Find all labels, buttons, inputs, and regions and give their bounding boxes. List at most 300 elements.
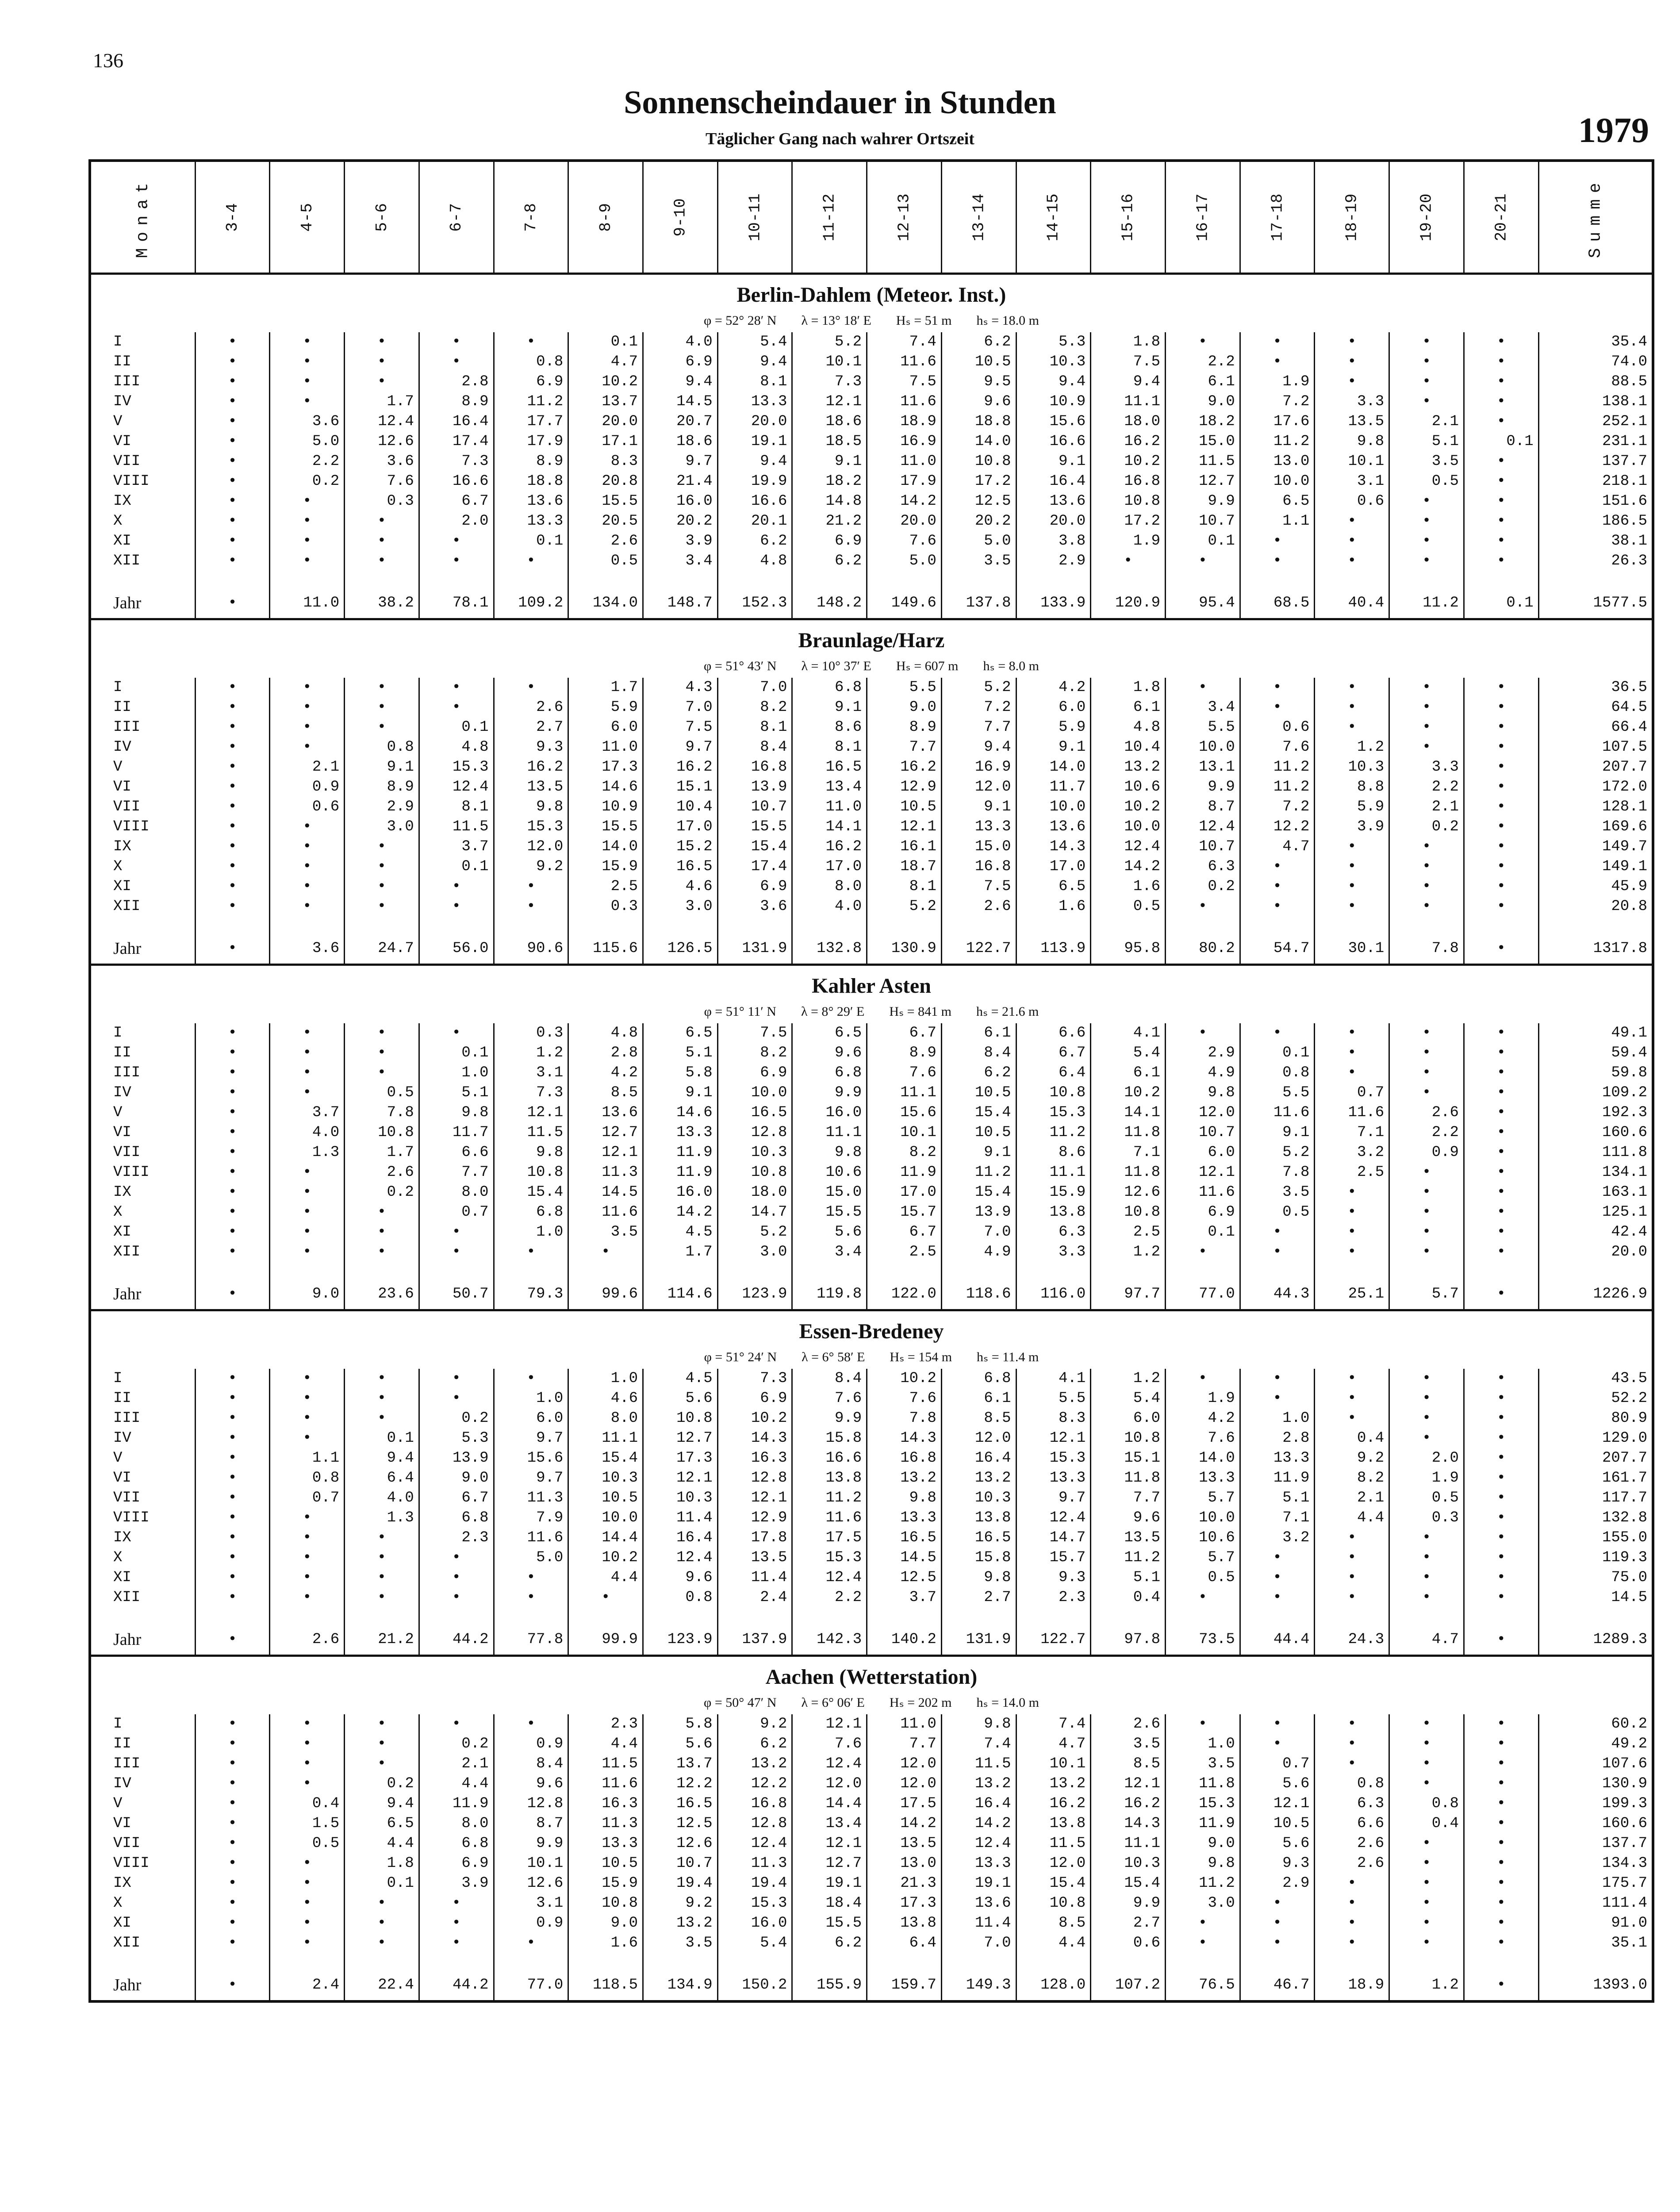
hour-value: 4.7: [1240, 837, 1315, 857]
sum-value: 117.7: [1538, 1488, 1652, 1508]
hour-value: •: [345, 897, 419, 917]
hour-value: 16.4: [419, 412, 494, 432]
hour-value: 11.5: [941, 1754, 1016, 1774]
hour-value: 6.9: [717, 1063, 792, 1083]
station-header-row: [91, 1310, 1652, 1369]
hour-value: 21.2: [792, 511, 867, 531]
hour-value: •: [1389, 1933, 1464, 1953]
hour-value: •: [1315, 1202, 1389, 1222]
hour-value: 5.0: [494, 1548, 568, 1568]
hour-value: 9.6: [792, 1043, 867, 1063]
hour-value: •: [345, 352, 419, 372]
spacer-cell: [195, 1953, 270, 1970]
station-coordinate: Hₛ = 51 m: [896, 313, 952, 328]
sum-value: 109.2: [1538, 1083, 1652, 1103]
hour-value: •: [1240, 1913, 1315, 1933]
hour-value: •: [195, 678, 270, 698]
hour-value: 12.4: [792, 1568, 867, 1588]
hour-value: •: [1464, 1893, 1538, 1913]
month-label: VIII: [113, 473, 150, 490]
table-row: [91, 1893, 1652, 1913]
hour-value: •: [195, 1814, 270, 1834]
hour-value: 15.0: [941, 837, 1016, 857]
spacer-cell: [568, 1608, 643, 1624]
hour-value: 13.5: [1091, 1528, 1166, 1548]
hour-value: 16.3: [568, 1794, 643, 1814]
month-label: V: [113, 413, 123, 430]
hour-value: 9.1: [941, 1143, 1016, 1163]
hour-value: •: [195, 392, 270, 412]
spacer-cell: [419, 1953, 494, 1970]
column-header-label: 10-11: [746, 193, 764, 242]
hour-value: 9.9: [792, 1409, 867, 1429]
station-coordinate: λ = 6° 58′ E: [802, 1350, 865, 1364]
hour-value: 0.2: [345, 1183, 419, 1202]
hour-value: 16.5: [643, 1794, 718, 1814]
hour-value: 12.1: [1091, 1774, 1166, 1794]
hour-value: 9.9: [494, 1834, 568, 1854]
spacer-cell: [568, 1262, 643, 1279]
spacer-cell: [867, 1953, 942, 1970]
hour-value: 4.0: [270, 1123, 345, 1143]
sum-value: 134.3: [1538, 1854, 1652, 1874]
hour-value: 120.9: [1091, 588, 1166, 619]
hour-value: •: [195, 1043, 270, 1063]
sum-value: 172.0: [1538, 777, 1652, 797]
hour-value: •: [270, 1774, 345, 1794]
hour-value: 10.1: [867, 1123, 942, 1143]
month-label: I: [113, 1025, 123, 1041]
hour-value: 8.0: [419, 1183, 494, 1202]
hour-value: •: [1389, 1083, 1464, 1103]
hour-value: •: [1464, 1043, 1538, 1063]
hour-value: •: [345, 551, 419, 571]
hour-value: •: [1464, 372, 1538, 392]
hour-value: 12.0: [494, 837, 568, 857]
hour-value: 14.5: [867, 1548, 942, 1568]
hour-value: 11.6: [792, 1508, 867, 1528]
hour-value: 9.1: [1016, 737, 1091, 757]
hour-value: •: [1315, 1754, 1389, 1774]
hour-value: •: [1315, 718, 1389, 737]
hour-value: 16.8: [717, 1794, 792, 1814]
hour-value: 3.5: [1091, 1734, 1166, 1754]
hour-value: 10.8: [1091, 1202, 1166, 1222]
hour-value: 12.8: [717, 1123, 792, 1143]
hour-value: 0.7: [1315, 1083, 1389, 1103]
hour-value: 9.9: [792, 1083, 867, 1103]
sum-value: 60.2: [1538, 1714, 1652, 1734]
hour-value: •: [195, 1528, 270, 1548]
hour-value: 14.3: [867, 1429, 942, 1448]
sum-value: 169.6: [1538, 817, 1652, 837]
hour-value: 1.6: [568, 1933, 643, 1953]
hour-value: •: [195, 897, 270, 917]
hour-value: 10.0: [1240, 472, 1315, 492]
hour-value: •: [270, 1202, 345, 1222]
hour-value: 9.1: [1016, 452, 1091, 472]
hour-value: 3.5: [1240, 1183, 1315, 1202]
hour-value: 18.7: [867, 857, 942, 877]
column-header-label: 11-12: [820, 193, 839, 242]
hour-value: 4.6: [568, 1389, 643, 1409]
spacer-cell: [494, 1262, 568, 1279]
hour-value: 18.2: [1166, 412, 1240, 432]
hour-value: 5.5: [1240, 1083, 1315, 1103]
hour-value: •: [195, 1774, 270, 1794]
column-header-hour: [1166, 162, 1240, 274]
spacer-cell: [419, 571, 494, 588]
hour-value: 4.4: [568, 1734, 643, 1754]
hour-value: 5.1: [643, 1043, 718, 1063]
hour-value: 122.7: [1016, 1624, 1091, 1656]
hour-value: 13.2: [643, 1913, 718, 1933]
hour-value: 13.3: [717, 392, 792, 412]
hour-value: 20.5: [568, 511, 643, 531]
station-coordinate: Hₛ = 202 m: [889, 1695, 952, 1710]
hour-value: 2.6: [1315, 1834, 1389, 1854]
hour-value: •: [1389, 678, 1464, 698]
hour-value: 13.4: [792, 777, 867, 797]
hour-value: 9.6: [494, 1774, 568, 1794]
hour-value: 17.2: [1091, 511, 1166, 531]
hour-value: 5.7: [1389, 1279, 1464, 1310]
hour-value: 3.6: [717, 897, 792, 917]
hour-value: 8.2: [717, 1043, 792, 1063]
hour-value: •: [1389, 1528, 1464, 1548]
hour-value: •: [419, 1242, 494, 1262]
hour-value: 11.9: [643, 1163, 718, 1183]
hour-value: 11.2: [1240, 432, 1315, 452]
sum-value: 111.8: [1538, 1143, 1652, 1163]
hour-value: 10.8: [941, 452, 1016, 472]
station-coordinate: φ = 51° 24′ N: [704, 1350, 777, 1364]
month-label: IX: [113, 838, 131, 855]
hour-value: •: [195, 1933, 270, 1953]
hour-value: •: [1240, 352, 1315, 372]
hour-value: •: [1166, 1933, 1240, 1953]
hour-value: •: [1240, 1023, 1315, 1043]
table-row: [91, 877, 1652, 897]
hour-value: 3.5: [941, 551, 1016, 571]
hour-value: 9.8: [941, 1568, 1016, 1588]
hour-value: •: [195, 1734, 270, 1754]
month-label: Jahr: [113, 594, 142, 612]
hour-value: •: [1464, 1528, 1538, 1548]
hour-value: •: [1315, 1874, 1389, 1893]
hour-value: 73.5: [1166, 1624, 1240, 1656]
hour-value: 46.7: [1240, 1970, 1315, 2000]
hour-value: 15.0: [792, 1183, 867, 1202]
hour-value: •: [345, 837, 419, 857]
hour-value: 12.0: [941, 777, 1016, 797]
spacer-cell: [1091, 917, 1166, 933]
hour-value: 12.5: [867, 1568, 942, 1588]
hour-value: 15.5: [717, 817, 792, 837]
station-coordinates: [91, 1346, 1652, 1369]
hour-value: 8.5: [1091, 1754, 1166, 1774]
hour-value: •: [419, 1023, 494, 1043]
hour-value: 4.2: [1166, 1409, 1240, 1429]
spacer-cell: [494, 1953, 568, 1970]
hour-value: 5.7: [1166, 1488, 1240, 1508]
hour-value: 1.6: [1091, 877, 1166, 897]
hour-value: 13.3: [1166, 1468, 1240, 1488]
spacer-cell: [792, 1953, 867, 1970]
month-label: VII: [113, 1835, 141, 1852]
hour-value: 12.4: [792, 1754, 867, 1774]
month-label: VI: [113, 779, 131, 795]
hour-value: •: [1315, 1043, 1389, 1063]
column-header-label: 3-4: [223, 203, 242, 232]
spacer-cell: [195, 1262, 270, 1279]
hour-value: 133.9: [1016, 588, 1091, 619]
total-row: [91, 1970, 1652, 2000]
hour-value: 6.3: [1166, 857, 1240, 877]
column-header-label: 7-8: [522, 203, 540, 232]
hour-value: •: [1389, 1874, 1464, 1893]
hour-value: 1.3: [345, 1508, 419, 1528]
table-row: [91, 1023, 1652, 1043]
hour-value: •: [1464, 1794, 1538, 1814]
sum-value: 36.5: [1538, 678, 1652, 698]
spacer-cell: [1016, 571, 1091, 588]
hour-value: 11.6: [1166, 1183, 1240, 1202]
hour-value: 9.1: [792, 452, 867, 472]
table-row: [91, 1242, 1652, 1262]
hour-value: •: [494, 1369, 568, 1389]
hour-value: 11.7: [1016, 777, 1091, 797]
hour-value: 9.8: [1166, 1083, 1240, 1103]
hour-value: •: [419, 1568, 494, 1588]
hour-value: 2.3: [1016, 1588, 1091, 1608]
hour-value: •: [1464, 757, 1538, 777]
hour-value: 11.1: [1091, 392, 1166, 412]
hour-value: 11.0: [867, 452, 942, 472]
hour-value: •: [195, 1754, 270, 1774]
column-header-hour: [643, 162, 718, 274]
hour-value: 2.9: [1240, 1874, 1315, 1893]
hour-value: 11.2: [1389, 588, 1464, 619]
hour-value: •: [1315, 1568, 1389, 1588]
hour-value: •: [195, 1083, 270, 1103]
month-label: X: [113, 1549, 123, 1566]
hour-value: 11.4: [941, 1913, 1016, 1933]
table-row: [91, 718, 1652, 737]
spacer-cell: [941, 917, 1016, 933]
hour-value: 15.3: [1016, 1448, 1091, 1468]
table-row: [91, 531, 1652, 551]
hour-value: •: [1464, 492, 1538, 511]
hour-value: 10.5: [867, 797, 942, 817]
hour-value: 159.7: [867, 1970, 942, 2000]
hour-value: 10.0: [1091, 817, 1166, 837]
page-number: 136: [93, 49, 123, 72]
hour-value: 0.1: [419, 857, 494, 877]
hour-value: 9.9: [1166, 492, 1240, 511]
hour-value: 9.0: [270, 1279, 345, 1310]
hour-value: 119.8: [792, 1279, 867, 1310]
hour-value: 13.8: [792, 1468, 867, 1488]
hour-value: 3.6: [270, 412, 345, 432]
hour-value: 7.5: [717, 1023, 792, 1043]
hour-value: 12.4: [345, 412, 419, 432]
hour-value: 12.7: [643, 1429, 718, 1448]
hour-value: 17.5: [867, 1794, 942, 1814]
hour-value: 10.2: [1091, 797, 1166, 817]
hour-value: 17.8: [717, 1528, 792, 1548]
hour-value: 10.2: [568, 1548, 643, 1568]
hour-value: 16.0: [643, 492, 718, 511]
spacer-cell: [1240, 917, 1315, 933]
table-row: [91, 678, 1652, 698]
spacer-cell: [1464, 1953, 1538, 1970]
hour-value: 14.4: [568, 1528, 643, 1548]
hour-value: •: [345, 678, 419, 698]
hour-value: •: [1464, 1468, 1538, 1488]
hour-value: •: [345, 1754, 419, 1774]
hour-value: 15.3: [1016, 1103, 1091, 1123]
hour-value: •: [1389, 1754, 1464, 1774]
hour-value: 10.8: [1016, 1893, 1091, 1913]
hour-value: 15.3: [792, 1548, 867, 1568]
hour-value: 4.3: [643, 678, 718, 698]
hour-value: 5.6: [643, 1389, 718, 1409]
hour-value: 18.9: [1315, 1970, 1389, 2000]
sum-value: 1289.3: [1538, 1624, 1652, 1656]
column-header-hour: [792, 162, 867, 274]
hour-value: 0.4: [1315, 1429, 1389, 1448]
hour-value: 11.6: [867, 352, 942, 372]
hour-value: 0.1: [1464, 432, 1538, 452]
hour-value: 13.3: [941, 1854, 1016, 1874]
spacer-cell: [1091, 1262, 1166, 1279]
hour-value: 18.0: [1091, 412, 1166, 432]
hour-value: 16.5: [867, 1528, 942, 1548]
hour-value: 3.5: [1166, 1754, 1240, 1774]
hour-value: 0.3: [568, 897, 643, 917]
sum-value: 207.7: [1538, 757, 1652, 777]
table-row: [91, 1933, 1652, 1953]
hour-value: 4.7: [1389, 1624, 1464, 1656]
hour-value: •: [1389, 1222, 1464, 1242]
hour-value: 9.0: [867, 698, 942, 718]
table-row: [91, 1854, 1652, 1874]
station-header-row: [91, 1656, 1652, 1715]
hour-value: •: [419, 551, 494, 571]
hour-value: 15.8: [792, 1429, 867, 1448]
hour-value: 6.0: [568, 718, 643, 737]
hour-value: 107.2: [1091, 1970, 1166, 2000]
sum-value: 74.0: [1538, 352, 1652, 372]
sum-value: 20.8: [1538, 897, 1652, 917]
hour-value: 11.5: [1016, 1834, 1091, 1854]
hour-value: 12.1: [792, 1714, 867, 1734]
hour-value: 148.2: [792, 588, 867, 619]
table-row: [91, 472, 1652, 492]
hour-value: 6.9: [717, 877, 792, 897]
hour-value: 9.6: [941, 392, 1016, 412]
hour-value: 1.9: [1240, 372, 1315, 392]
spacer-cell: [1389, 1262, 1464, 1279]
column-header-label: 8-9: [596, 203, 615, 232]
station-header-row: [91, 619, 1652, 678]
month-label: X: [113, 858, 123, 875]
hour-value: 2.7: [494, 718, 568, 737]
hour-value: 1.2: [1091, 1242, 1166, 1262]
hour-value: 0.2: [419, 1409, 494, 1429]
hour-value: 14.2: [867, 1814, 942, 1834]
hour-value: •: [1389, 1834, 1464, 1854]
spacer-cell: [1389, 917, 1464, 933]
hour-value: 2.1: [1315, 1488, 1389, 1508]
hour-value: •: [1315, 531, 1389, 551]
month-label: IX: [113, 493, 131, 510]
sum-value: 149.1: [1538, 857, 1652, 877]
hour-value: •: [1464, 1834, 1538, 1854]
hour-value: •: [1464, 1568, 1538, 1588]
table-row: [91, 372, 1652, 392]
hour-value: •: [1315, 1714, 1389, 1734]
hour-value: 8.5: [1016, 1913, 1091, 1933]
hour-value: 80.2: [1166, 933, 1240, 965]
hour-value: 0.1: [1166, 531, 1240, 551]
hour-value: 50.7: [419, 1279, 494, 1310]
table-row: [91, 492, 1652, 511]
hour-value: •: [1464, 737, 1538, 757]
hour-value: 3.5: [1389, 452, 1464, 472]
month-label: II: [113, 1390, 131, 1407]
hour-value: 8.0: [792, 877, 867, 897]
hour-value: 5.9: [568, 698, 643, 718]
hour-value: 13.0: [867, 1854, 942, 1874]
spacer-cell: [643, 917, 718, 933]
hour-value: 6.8: [419, 1834, 494, 1854]
hour-value: 13.2: [941, 1468, 1016, 1488]
hour-value: 10.3: [1091, 1854, 1166, 1874]
hour-value: 8.5: [941, 1409, 1016, 1429]
hour-value: 16.5: [717, 1103, 792, 1123]
spacer-cell: [1166, 571, 1240, 588]
hour-value: •: [195, 1488, 270, 1508]
hour-value: 2.6: [1389, 1103, 1464, 1123]
hour-value: •: [270, 837, 345, 857]
hour-value: •: [270, 718, 345, 737]
hour-value: 16.8: [1091, 472, 1166, 492]
hour-value: 5.4: [1091, 1389, 1166, 1409]
spacer-cell: [195, 917, 270, 933]
hour-value: 21.2: [345, 1624, 419, 1656]
hour-value: 0.5: [1389, 1488, 1464, 1508]
hour-value: 16.4: [1016, 472, 1091, 492]
hour-value: 4.8: [1091, 718, 1166, 737]
hour-value: 10.8: [345, 1123, 419, 1143]
month-label: VII: [113, 1490, 141, 1506]
hour-value: 1.0: [494, 1222, 568, 1242]
hour-value: •: [195, 1123, 270, 1143]
hour-value: 0.1: [419, 1043, 494, 1063]
hour-value: 11.5: [1166, 452, 1240, 472]
hour-value: 10.7: [1166, 1123, 1240, 1143]
spacer-cell: [1464, 1608, 1538, 1624]
column-header-label: Monat: [133, 176, 153, 258]
hour-value: 7.0: [643, 698, 718, 718]
hour-value: •: [1464, 817, 1538, 837]
spacer-cell: [1315, 571, 1389, 588]
hour-value: 16.0: [643, 1183, 718, 1202]
hour-value: 12.0: [1166, 1103, 1240, 1123]
hour-value: 10.1: [1315, 452, 1389, 472]
